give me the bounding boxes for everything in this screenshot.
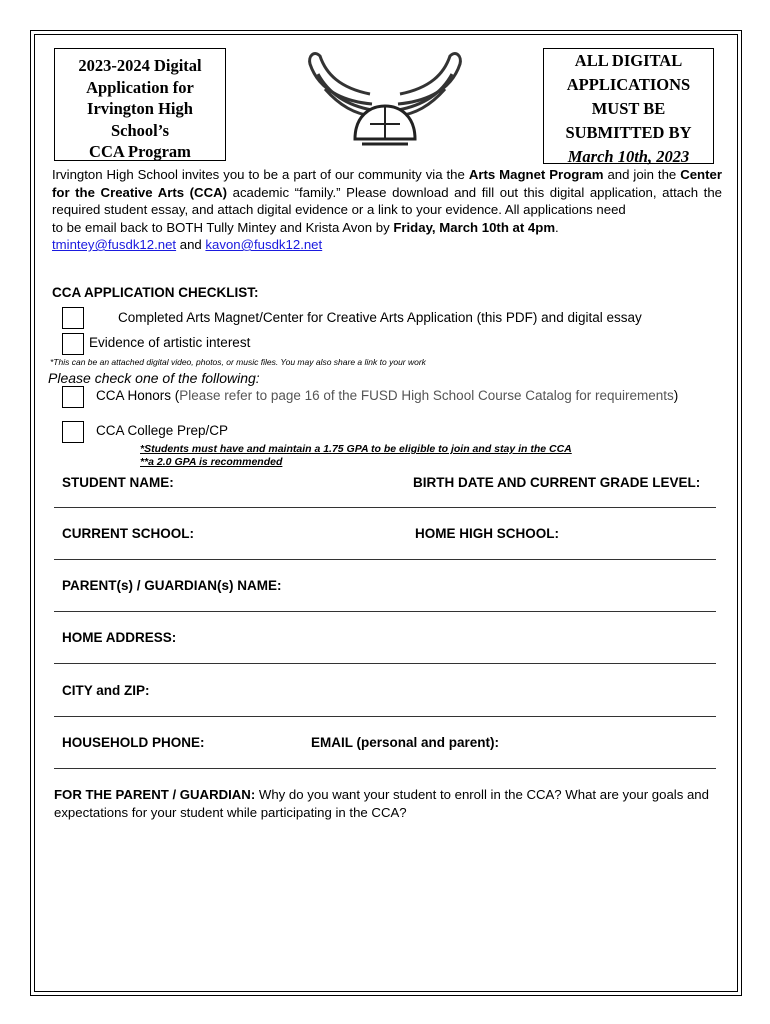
checklist-item-application: Completed Arts Magnet/Center for Creative Arts Application (this PDF) and digital essay (118, 310, 642, 325)
checkbox-cca-honors[interactable] (62, 386, 84, 408)
deadline-box (543, 48, 714, 164)
current-school-label: CURRENT SCHOOL: (62, 526, 194, 541)
email-link-avon[interactable]: kavon@fusdk12.net (205, 237, 323, 252)
student-name-label: STUDENT NAME: (62, 475, 174, 490)
checkbox-evidence[interactable] (62, 333, 84, 355)
intro-text: . (555, 219, 559, 235)
deadline-line: SUBMITTED BY (565, 123, 692, 142)
phone-email-line[interactable] (54, 768, 716, 769)
option-cca-honors (96, 388, 678, 403)
title-box (54, 48, 226, 161)
city-zip-line[interactable] (54, 716, 716, 717)
home-address-line[interactable] (54, 663, 716, 664)
intro-text: and join the (603, 167, 681, 182)
deadline-line: MUST BE (591, 99, 666, 118)
title-line: 2023-2024 Digital (78, 56, 202, 75)
gpa-recommendation: **a 2.0 GPA is recommended (140, 456, 283, 468)
parent-answer-area[interactable] (54, 825, 716, 975)
title-line: CCA Program (89, 142, 191, 161)
checkbox-cca-college-prep[interactable] (62, 421, 84, 443)
student-name-line[interactable] (54, 507, 716, 508)
title-line: Application for (86, 77, 194, 97)
email-label: EMAIL (personal and parent): (311, 735, 500, 750)
intro-text: Irvington High School invites you to be a part of our community via the (52, 167, 469, 182)
household-phone-label: HOUSEHOLD PHONE: (62, 735, 205, 750)
honors-label: ) (673, 388, 679, 403)
winged-helmet-logo (300, 44, 470, 162)
city-zip-label: CITY and ZIP: (62, 683, 150, 698)
title-line: Irvington High (87, 99, 193, 118)
evidence-note: *This can be an attached digital video, photos, or music files. You may also share a link to your work (50, 357, 426, 367)
checkbox-application[interactable] (62, 307, 84, 329)
intro-text: and (176, 237, 206, 252)
deadline-text: Friday, March 10th at 4pm (393, 219, 556, 235)
deadline-line: ALL DIGITAL (574, 51, 683, 70)
birth-grade-label: BIRTH DATE AND CURRENT GRADE LEVEL: (413, 475, 701, 490)
parent-question-text: Why do you want your student to enroll in the CCA? What are your goals and expectations for your student while participating in the CCA? (54, 787, 709, 820)
gpa-requirement: *Students must have and maintain a 1.75 GPA to be eligible to join and stay in the CCA (140, 443, 572, 455)
intro-bold: Arts Magnet Program (468, 167, 604, 182)
parent-name-label: PARENT(s) / GUARDIAN(s) NAME: (62, 578, 282, 593)
checklist-title: CCA APPLICATION CHECKLIST: (52, 285, 259, 300)
title-line: School’s (110, 120, 170, 140)
parent-name-line[interactable] (54, 611, 716, 612)
deadline-line: APPLICATIONS (566, 75, 691, 94)
intro-paragraph (52, 166, 722, 254)
choose-one-label: Please check one of the following: (48, 370, 260, 386)
intro-text: to be email back to BOTH Tully Mintey and Krista Avon by (52, 219, 394, 235)
email-link-mintey[interactable]: tmintey@fusdk12.net (52, 237, 177, 252)
school-line[interactable] (54, 559, 716, 560)
home-address-label: HOME ADDRESS: (62, 630, 177, 645)
checklist-item-evidence: Evidence of artistic interest (89, 335, 251, 350)
option-cca-college-prep: CCA College Prep/CP (96, 423, 229, 438)
parent-question (54, 786, 718, 821)
honors-requirements: Please refer to page 16 of the FUSD High School Course Catalog for requirements (179, 388, 674, 403)
deadline-date: March 10th, 2023 (567, 147, 690, 166)
parent-question-label: FOR THE PARENT / GUARDIAN: (54, 787, 256, 802)
honors-label: CCA Honors ( (96, 388, 180, 403)
home-high-school-label: HOME HIGH SCHOOL: (415, 526, 559, 541)
intro-bold: Center for the Creative Arts (CCA) (52, 167, 722, 200)
intro-text: academic “family.” Please download and fill out this digital application, attach the required student essay, and attach digital evidence or a link to your evidence. All applications need (52, 184, 722, 217)
